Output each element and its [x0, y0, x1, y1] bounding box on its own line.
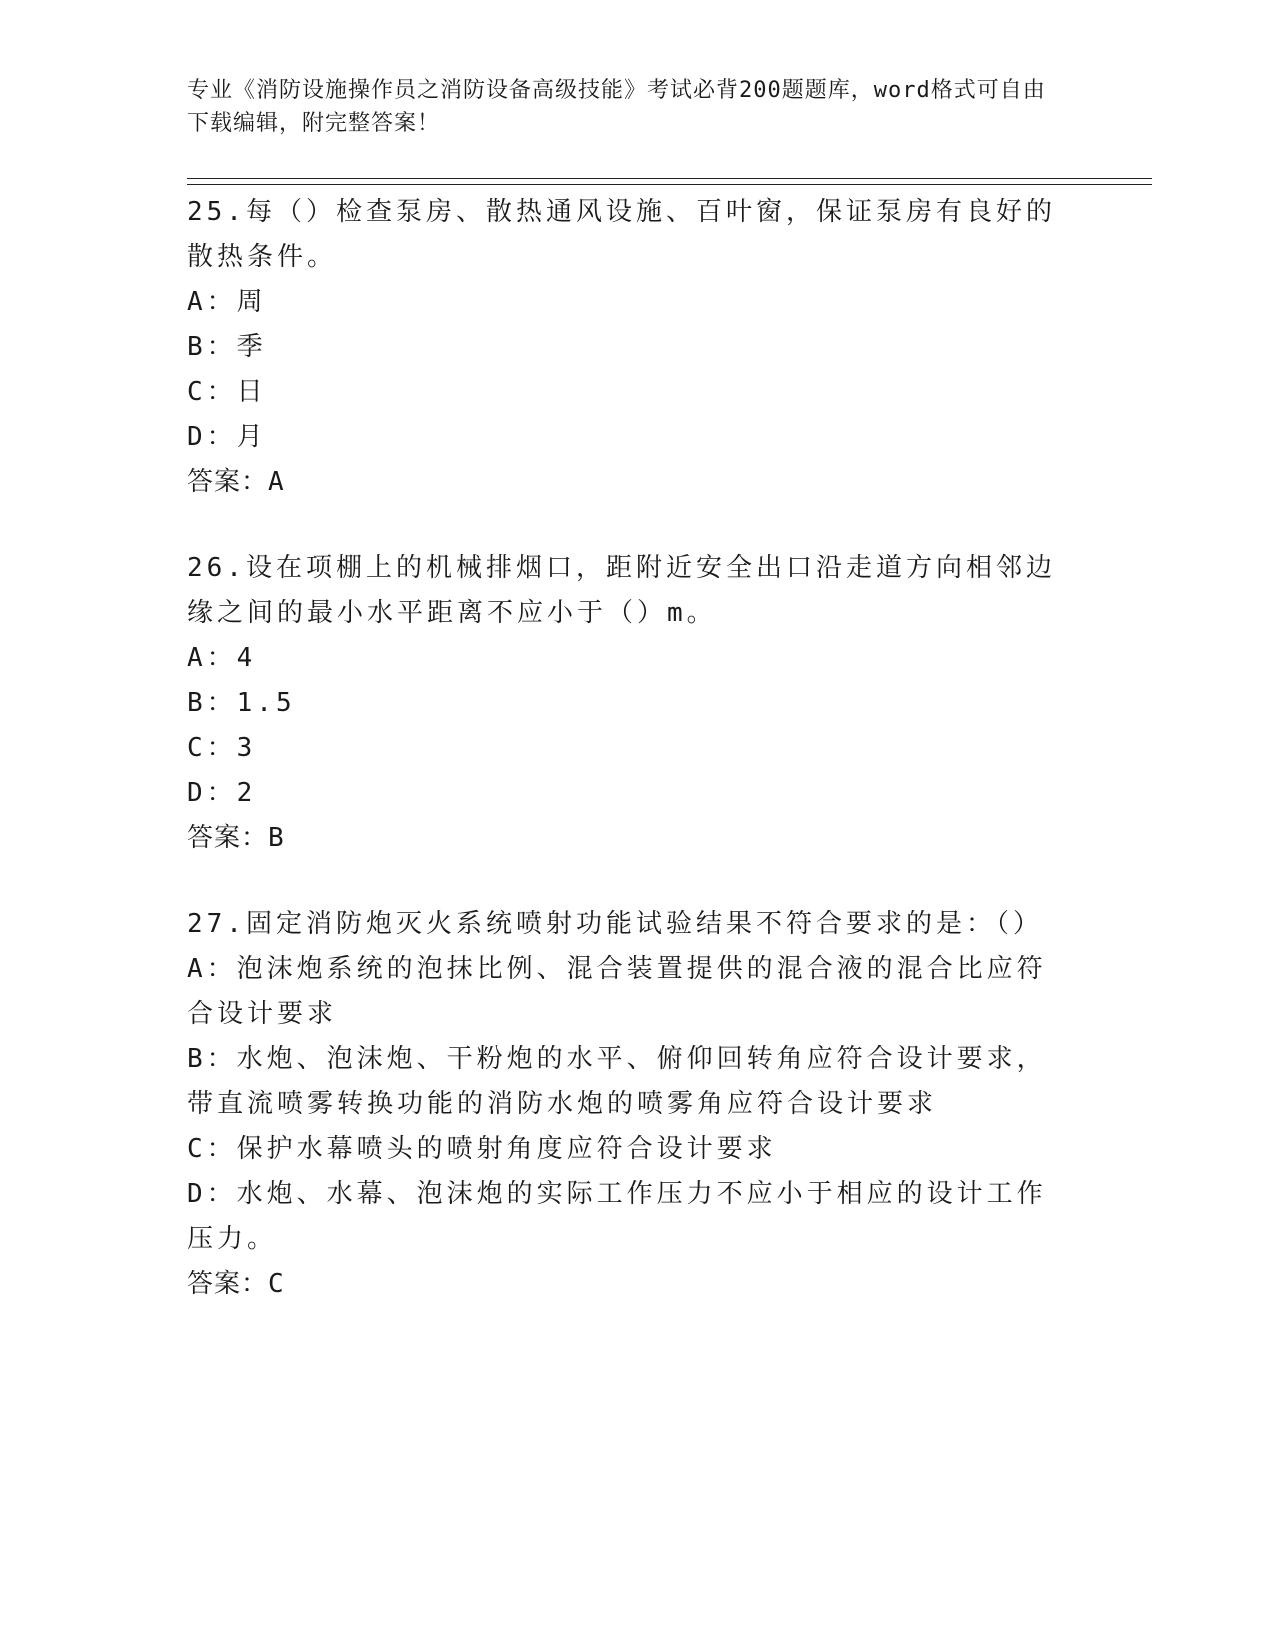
- option-a: A：泡沫炮系统的泡抹比例、混合装置提供的混合液的混合比应符合设计要求: [187, 954, 1047, 1029]
- question-stem: 27.固定消防炮灭火系统喷射功能试验结果不符合要求的是：（）: [187, 909, 1043, 939]
- option-c: C：日: [187, 377, 267, 407]
- option-a: A：4: [187, 643, 257, 673]
- question-27: [187, 902, 1067, 1307]
- option-b: B：1.5: [187, 688, 296, 718]
- option-c: C：保护水幕喷头的喷射角度应符合设计要求: [187, 1134, 777, 1164]
- question-26: [187, 546, 1067, 861]
- option-b: B：水炮、泡沫炮、干粉炮的水平、俯仰回转角应符合设计要求，带直流喷雾转换功能的消防水炮的喷雾角应符合设计要求: [187, 1044, 1047, 1119]
- option-d: D：2: [187, 778, 257, 808]
- answer: 答案：B: [187, 823, 285, 853]
- option-a: A：周: [187, 287, 267, 317]
- answer: 答案：C: [187, 1269, 285, 1299]
- question-stem: 25.每（）检查泵房、散热通风设施、百叶窗，保证泵房有良好的散热条件。: [187, 197, 1056, 272]
- option-c: C：3: [187, 733, 257, 763]
- header-divider-top: [187, 178, 1152, 179]
- question-stem: 26.设在项棚上的机械排烟口，距附近安全出口沿走道方向相邻边缘之间的最小水平距离不应小于（）m。: [187, 553, 1056, 628]
- question-25: [187, 190, 1067, 505]
- question-list: [187, 190, 1067, 1348]
- option-d: D：水炮、水幕、泡沫炮的实际工作压力不应小于相应的设计工作压力。: [187, 1179, 1047, 1254]
- header-divider-bottom: [187, 184, 1152, 185]
- option-d: D：月: [187, 422, 267, 452]
- document-header: 专业《消防设施操作员之消防设备高级技能》考试必背200题题库，word格式可自由下载编辑，附完整答案！: [187, 78, 1046, 136]
- option-b: B：季: [187, 332, 267, 362]
- answer: 答案：A: [187, 467, 285, 497]
